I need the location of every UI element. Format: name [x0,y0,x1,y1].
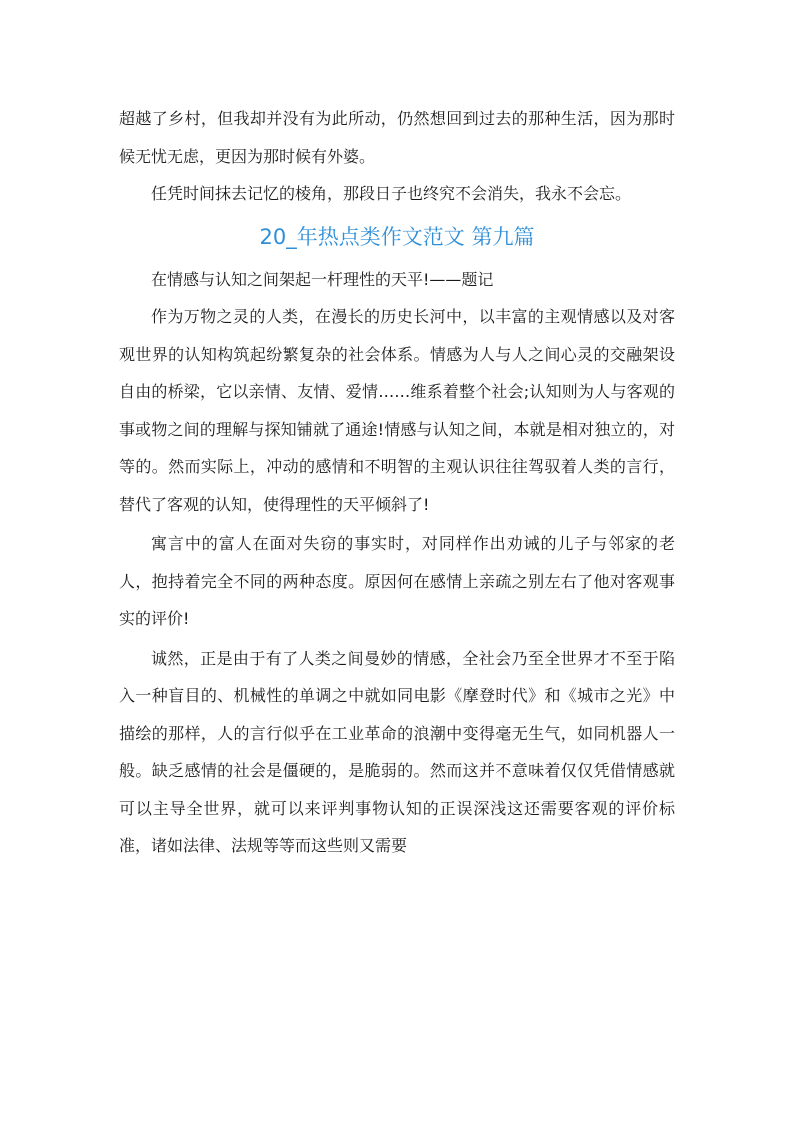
paragraph-body: 诚然，正是由于有了人类之间曼妙的情感，全社会乃至全世界才不至于陷入一种盲目的、机械性的单调之中就如同电影《摩登时代》和《城市之光》中描绘的那样，人的言行似乎在工业革命的浪潮中变得毫无生气，如同机器人一般。缺乏感情的社会是僵硬的，是脆弱的。然而这并不意味着仅仅凭借情感就可以主导全世界，就可以来评判事物认知的正误深浅这还需要客观的评价标准，诸如法律、法规等等而这些则又需要 [119,648,675,855]
document-body [119,100,675,865]
paragraph-continued: 超越了乡村，但我却并没有为此所动，仍然想回到过去的那种生活，因为那时候无忧无虑，更因为那时候有外婆。 [119,109,675,166]
section-heading: 20_年热点类作文范文 第九篇 [259,224,535,249]
paragraph-closing: 任凭时间抹去记忆的棱角，那段日子也终究不会消失，我永不会忘。 [151,184,632,203]
epigraph: 在情感与认知之间架起一杆理性的天平!——题记 [151,269,494,289]
paragraph-body: 作为万物之灵的人类，在漫长的历史长河中，以丰富的主观情感以及对客观世界的认知构筑起纷繁复杂的社会体系。情感为人与人之间心灵的交融架设自由的桥梁，它以亲情、友情、爱情……维系着整个社会;认知则为人与客观的事或物之间的理解与探知铺就了通途!情感与认知之间，本就是相对独立的，对等的。然而实际上，冲动的感情和不明智的主观认识往往驾驭着人类的言行，替代了客观的认知，使得理性的天平倾斜了! [119,307,675,514]
paragraph-body: 寓言中的富人在面对失窃的事实时，对同样作出劝诫的儿子与邻家的老人，抱持着完全不同的两种态度。原因何在感情上亲疏之别左右了他对客观事实的评价! [119,534,675,628]
